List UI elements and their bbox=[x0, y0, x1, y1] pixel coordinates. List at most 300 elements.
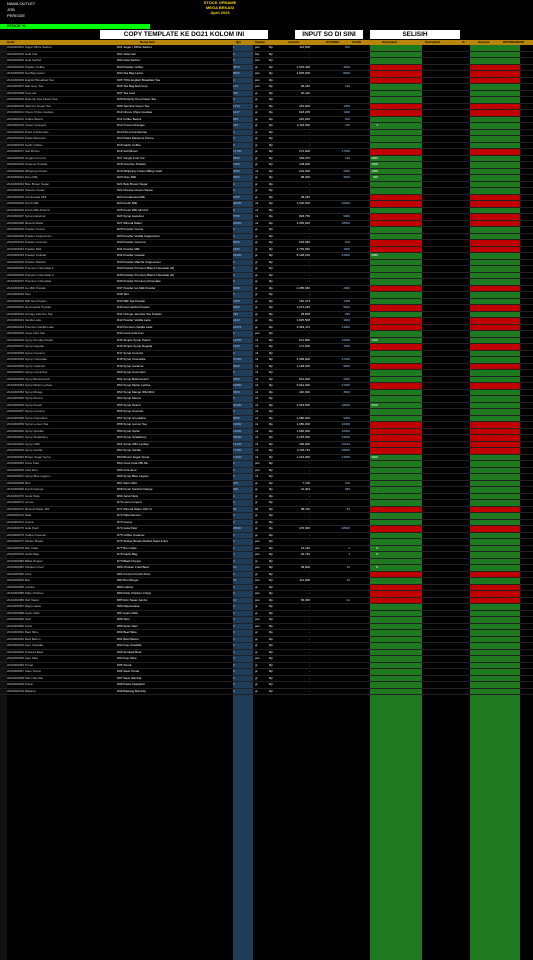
copy-template-banner: COPY TEMPLATE KE DG21 KOLOM INI bbox=[100, 30, 268, 39]
cell-unit: gr bbox=[255, 279, 258, 283]
cell-input-so[interactable]: 10000 bbox=[341, 422, 350, 426]
cell-input-so-good[interactable]: 2825 bbox=[371, 155, 378, 160]
cell-input-so[interactable]: 5600 bbox=[343, 305, 350, 309]
cell-amount: 98,700 bbox=[300, 506, 310, 511]
cell-name: D09 Jasmine Green Tea bbox=[117, 103, 150, 108]
cell-unit: gr bbox=[255, 493, 258, 498]
cell-code: 20A0000081 Chicken Fried bbox=[7, 565, 44, 569]
col-amount: Amount bbox=[288, 40, 300, 44]
cell-name: D78 Garlic Bag bbox=[117, 552, 138, 556]
cell-input-so[interactable]: 28000 bbox=[341, 526, 350, 530]
cell-qty: 2000 bbox=[233, 376, 240, 381]
cell-unit: ml bbox=[255, 207, 259, 212]
cell-amount: 618,205 bbox=[299, 110, 310, 114]
selisih-negative-cell bbox=[370, 572, 422, 578]
cell-name: D40 Genmaicha Powder bbox=[117, 305, 150, 309]
cell-code: 20A0000059 Syrup Lemon Tea bbox=[7, 422, 49, 426]
cell-qty: 20 bbox=[233, 578, 237, 582]
cell-name: D67 Daun Mint bbox=[117, 480, 138, 485]
cell-name: D22 Cheese Cream Sauce bbox=[117, 188, 153, 192]
cell-amount: - bbox=[309, 461, 310, 465]
currency-label: Rp bbox=[269, 64, 273, 69]
currency-label: Rp bbox=[269, 58, 273, 62]
cell-code: 20A0000005 Tea Bag Lipton bbox=[7, 71, 45, 75]
cell-code: 20A0000082 Fries bbox=[7, 571, 32, 576]
cell-qty: 51800 bbox=[233, 383, 242, 387]
cell-unit: gr bbox=[255, 513, 258, 517]
cell-input-so[interactable]: 120 bbox=[344, 155, 350, 160]
data-rows bbox=[0, 45, 533, 695]
cell-amount: - bbox=[309, 623, 310, 628]
currency-label: Rp bbox=[269, 350, 273, 355]
cell-qty: 0 bbox=[233, 558, 235, 563]
cell-input-so[interactable]: 1000 bbox=[343, 103, 350, 108]
currency-label: Rp bbox=[269, 311, 273, 316]
cell-amount: - bbox=[309, 233, 310, 238]
cell-input-so[interactable]: 290 bbox=[344, 311, 350, 316]
cell-input-so[interactable]: 40000 bbox=[341, 201, 350, 205]
cell-qty: 0 bbox=[233, 181, 235, 186]
cell-qty: 0 bbox=[233, 409, 235, 413]
cell-unit: pcs bbox=[255, 552, 260, 556]
cell-input-so[interactable]: 12 bbox=[346, 597, 350, 602]
cell-code: 20A0000091 Beef Slice bbox=[7, 630, 39, 634]
cell-code: 20A0000084 Lettuce bbox=[7, 584, 35, 589]
col-unit: Satuan bbox=[255, 40, 266, 44]
cell-unit: ml bbox=[255, 376, 259, 381]
currency-label: Rp bbox=[269, 181, 273, 186]
currency-label: Rp bbox=[269, 103, 273, 108]
cell-unit: gr bbox=[255, 305, 258, 309]
currency-label: Rp bbox=[269, 656, 273, 660]
cell-unit: gr bbox=[255, 662, 258, 667]
cell-qty: 0 bbox=[233, 467, 235, 472]
amount-negative-cell bbox=[470, 104, 520, 110]
currency-label: Rp bbox=[269, 259, 273, 264]
cell-name: D39 Milk Tea Powder bbox=[117, 298, 146, 303]
cell-input-so[interactable]: 27300 bbox=[341, 357, 350, 361]
cell-code: 20A0000033 Powder Cokelat bbox=[7, 253, 47, 257]
cell-qty: 0 bbox=[233, 630, 235, 634]
cell-input-so[interactable]: 3600 bbox=[343, 175, 350, 179]
cell-amount: - bbox=[309, 136, 310, 140]
cell-name: D89 Sosis Sapi bbox=[117, 623, 138, 628]
cell-amount: - bbox=[309, 396, 310, 400]
cell-amount: 171,600 bbox=[299, 344, 310, 348]
cell-amount: - bbox=[309, 409, 310, 413]
currency-label: Rp bbox=[269, 591, 273, 595]
cell-code: 20A0000012 Coffee Beans bbox=[7, 116, 43, 121]
cell-unit: gr bbox=[255, 649, 258, 654]
cell-input-so-good[interactable]: 300 bbox=[372, 175, 378, 179]
cell-unit: ml bbox=[255, 168, 259, 173]
currency-label: Rp bbox=[269, 500, 273, 504]
currency-label: Rp bbox=[269, 285, 273, 290]
cell-amount: 1,825,508 bbox=[296, 318, 310, 322]
cell-input-so[interactable]: 4 bbox=[348, 552, 350, 556]
cell-unit: pcs bbox=[255, 467, 260, 472]
cell-name: D28 Powder Cocoa bbox=[117, 227, 144, 231]
cell-name: D48 Syrup Chocolate bbox=[117, 357, 146, 361]
cell-input-so[interactable]: 9000 bbox=[343, 415, 350, 420]
currency-label: Rp bbox=[269, 636, 273, 641]
report-title bbox=[175, 0, 265, 15]
cell-code: 20A0000030 Powder Cappuccino bbox=[7, 233, 52, 238]
amount-negative-cell bbox=[470, 325, 520, 331]
cell-name: D46 Simple Syrup Regular bbox=[117, 344, 153, 348]
currency-label: Rp bbox=[269, 305, 273, 309]
cell-amount: 3,015,500 bbox=[296, 402, 310, 407]
currency-label: Rp bbox=[269, 110, 273, 114]
currency-label: Rp bbox=[269, 526, 273, 530]
cell-amount: 240,000 bbox=[299, 116, 310, 121]
cell-unit: pcs bbox=[255, 77, 260, 82]
cell-input-so[interactable]: 600 bbox=[344, 116, 350, 121]
cell-qty: 1095 bbox=[233, 194, 240, 199]
cell-code: 20A0000083 Bun bbox=[7, 578, 31, 582]
currency-label: Rp bbox=[269, 149, 273, 153]
currency-label: Rp bbox=[269, 77, 273, 82]
cell-amount: 20,410 bbox=[300, 90, 310, 95]
cell-code: 20A0000015 Pasta Macaroni bbox=[7, 136, 46, 140]
cell-name: D59 Syrup Sprite bbox=[117, 428, 140, 433]
cell-input-so-good[interactable]: 1000 bbox=[371, 162, 378, 166]
cell-unit: gr bbox=[255, 162, 258, 166]
cell-amount: 544,000 bbox=[299, 376, 310, 381]
cell-name: D83 Lettuce bbox=[117, 584, 134, 589]
currency-label: Rp bbox=[269, 461, 273, 465]
cell-unit: gr bbox=[255, 188, 258, 192]
selisih-negative-cell bbox=[370, 240, 422, 246]
cell-unit: gr bbox=[255, 175, 258, 179]
selisih-negative-cell bbox=[370, 104, 422, 110]
cell-input-so[interactable]: 10120 bbox=[341, 441, 350, 446]
cell-code: 20A0000053 Syrup Melon Lychee bbox=[7, 383, 53, 387]
currency-label: Rp bbox=[269, 643, 273, 647]
cell-input-so-good[interactable]: - bbox=[377, 487, 378, 491]
cell-input-so-good[interactable]: 8 bbox=[376, 552, 378, 556]
cell-input-so[interactable]: 2000 bbox=[343, 376, 350, 381]
cell-input-so[interactable]: 31800 bbox=[341, 253, 350, 257]
selisih-negative-cell bbox=[370, 195, 422, 201]
cell-unit: ml bbox=[255, 415, 259, 420]
cell-unit: gr bbox=[255, 532, 258, 537]
cell-unit: gr bbox=[255, 64, 258, 69]
cell-name: D01 Sugar / White Sachet bbox=[117, 45, 152, 49]
cell-name: D57 Syrup Grenadine bbox=[117, 415, 147, 420]
selisih-negative-cell bbox=[370, 325, 422, 331]
cell-unit: pcs bbox=[255, 656, 260, 660]
cell-unit: gr bbox=[255, 636, 258, 641]
cell-qty: 9000 bbox=[233, 363, 240, 368]
cell-amount: 184,070 bbox=[299, 155, 310, 160]
currency-label: Rp bbox=[269, 604, 273, 608]
cell-input-so[interactable]: 2 bbox=[348, 545, 350, 550]
cell-amount: - bbox=[309, 474, 310, 478]
cell-amount: - bbox=[309, 181, 310, 186]
selisih-negative-cell bbox=[370, 526, 422, 532]
cell-code: 20A0000002 Gula Cair bbox=[7, 51, 38, 56]
cell-name: D97 Saus Sambal bbox=[117, 675, 142, 680]
currency-label: Rp bbox=[269, 669, 273, 673]
selisih-negative-cell bbox=[370, 149, 422, 155]
cell-input-so[interactable]: 690 bbox=[344, 487, 350, 491]
cell-input-so[interactable]: 10 bbox=[346, 565, 350, 569]
cell-input-so[interactable]: 10000 bbox=[341, 428, 350, 433]
header-label: NAMA OUTLET bbox=[7, 1, 36, 6]
cell-input-so-good[interactable]: 1200 bbox=[371, 337, 378, 342]
cell-code: 20A0000003 Gula Sachet bbox=[7, 58, 42, 62]
cell-name: D94 Keju Slice bbox=[117, 656, 137, 660]
cell-name: D62 Syrup Vanilla bbox=[117, 448, 141, 452]
cell-input-so[interactable]: 4000 bbox=[343, 64, 350, 69]
cell-amount: 618,550 bbox=[299, 240, 310, 244]
cell-qty: 0 bbox=[233, 207, 235, 212]
currency-label: Rp bbox=[269, 84, 273, 88]
currency-label: Rp bbox=[269, 597, 273, 602]
cell-input-so[interactable]: 18000 bbox=[341, 402, 350, 407]
cell-input-so[interactable]: 500 bbox=[344, 45, 350, 49]
cell-input-so[interactable]: 500 bbox=[344, 240, 350, 244]
currency-label: Rp bbox=[269, 233, 273, 238]
currency-label: Rp bbox=[269, 441, 273, 446]
cell-unit: ml bbox=[255, 337, 259, 342]
cell-unit: ml bbox=[255, 474, 259, 478]
cell-qty: 0 bbox=[233, 636, 235, 641]
title-line: MEGA BEKASI bbox=[205, 5, 235, 10]
cell-input-so[interactable]: 8000 bbox=[343, 71, 350, 75]
currency-label: Rp bbox=[269, 422, 273, 426]
cell-amount: 2,285,660 bbox=[296, 285, 310, 290]
cell-unit: gr bbox=[255, 142, 258, 147]
cell-code: 20A0000043 Vanilla Latte bbox=[7, 318, 42, 322]
cell-code: 20A0000011 Choco Chips Cookies bbox=[7, 110, 54, 114]
cell-code: 20A0000010 Jasmine Green Tea bbox=[7, 103, 51, 108]
cell-name: D17 Jungle Fruit Cut bbox=[117, 155, 145, 160]
cell-code: 20A0000060 Syrup Sparkle bbox=[7, 428, 44, 433]
cell-name: D71 Mineral Water 330 ml bbox=[117, 506, 152, 511]
cell-name: D36 Powder Premium Chocolate bbox=[117, 279, 161, 283]
table-row[interactable] bbox=[0, 689, 533, 696]
sheet-header bbox=[0, 0, 533, 33]
cell-qty: 0 bbox=[233, 669, 235, 673]
currency-label: Rp bbox=[269, 370, 273, 374]
cell-unit: ml bbox=[255, 220, 259, 225]
cell-qty: 4 bbox=[233, 552, 235, 556]
currency-label: Rp bbox=[269, 136, 273, 140]
cell-name: D93 Smoked Beef bbox=[117, 649, 142, 654]
cell-name: D02 Gula Sachet bbox=[117, 58, 140, 62]
cell-code: 20A0000017 Soft Brown bbox=[7, 149, 40, 153]
amount-negative-cell bbox=[470, 305, 520, 311]
cell-input-so[interactable]: 23000 bbox=[341, 435, 350, 439]
cell-unit: gr bbox=[255, 298, 258, 303]
cell-unit: gr bbox=[255, 571, 258, 576]
cell-name: D60 Syrup Strawberry bbox=[117, 435, 147, 439]
amount-negative-cell bbox=[470, 318, 520, 324]
cell-unit: gr bbox=[255, 610, 258, 615]
cell-amount: - bbox=[309, 227, 310, 231]
cell-amount: - bbox=[309, 610, 310, 615]
cell-name: D19 Whipping Cream Milkys Gold bbox=[117, 168, 163, 173]
cell-amount: - bbox=[309, 350, 310, 355]
cell-code: 20A0000071 Lemon bbox=[7, 500, 35, 504]
cell-unit: gr bbox=[255, 136, 258, 140]
cell-name: D96 Saus Tomat bbox=[117, 669, 140, 673]
cell-input-so-good[interactable]: 4560 bbox=[371, 253, 378, 257]
cell-code: 20A0000056 Syrup Peach bbox=[7, 402, 43, 407]
cell-input-so-good[interactable]: 8 bbox=[376, 545, 378, 550]
cell-qty: 17000 bbox=[233, 454, 242, 459]
cell-name: D58 Syrup Lemon Tea bbox=[117, 422, 147, 426]
cell-code: 20A0000057 Syrup Coconut bbox=[7, 409, 45, 413]
cell-name: D88 Telor bbox=[117, 617, 130, 621]
selisih-negative-cell bbox=[370, 221, 422, 227]
col-ket: KETERANGAN bbox=[503, 40, 525, 44]
cell-qty: 0 bbox=[233, 682, 235, 686]
cell-input-so[interactable]: 5000 bbox=[343, 214, 350, 218]
currency-label: Rp bbox=[269, 357, 273, 361]
cell-unit: gr bbox=[255, 519, 258, 524]
cell-amount: - bbox=[309, 604, 310, 608]
cell-amount: 466,900 bbox=[299, 441, 310, 446]
currency-label: Rp bbox=[269, 630, 273, 634]
amount-negative-cell bbox=[470, 344, 520, 350]
cell-unit: ml bbox=[255, 344, 259, 348]
cell-input-so[interactable]: 12000 bbox=[341, 337, 350, 342]
cell-amount: 1,080,000 bbox=[296, 422, 310, 426]
cell-input-so[interactable]: 14000 bbox=[341, 454, 350, 459]
cell-name: D35 Powder Premium Blend Chocolate (D) bbox=[117, 272, 175, 277]
currency-label: Rp bbox=[269, 688, 273, 693]
cell-amount: - bbox=[309, 259, 310, 264]
cell-unit: gr bbox=[255, 246, 258, 251]
cell-unit: gr bbox=[255, 311, 258, 316]
cell-amount: - bbox=[309, 643, 310, 647]
currency-label: Rp bbox=[269, 324, 273, 329]
amount-negative-cell bbox=[470, 442, 520, 448]
cell-input-so[interactable]: 2000 bbox=[343, 168, 350, 173]
cell-amount: - bbox=[309, 656, 310, 660]
cell-input-so[interactable]: 28640 bbox=[341, 448, 350, 452]
amount-negative-cell bbox=[470, 71, 520, 77]
currency-label: Rp bbox=[269, 123, 273, 127]
currency-label: Rp bbox=[269, 454, 273, 459]
cell-input-so[interactable]: 1500 bbox=[343, 246, 350, 251]
cell-amount: - bbox=[309, 97, 310, 101]
selisih-negative-cell bbox=[370, 591, 422, 597]
currency-label: Rp bbox=[269, 383, 273, 387]
currency-label: Rp bbox=[269, 272, 273, 277]
currency-label: Rp bbox=[269, 448, 273, 452]
cell-qty: 9998 bbox=[233, 285, 240, 290]
cell-input-so-good[interactable]: 4 bbox=[376, 123, 378, 127]
cell-input-so[interactable]: 27000 bbox=[341, 383, 350, 387]
currency-label: Rp bbox=[269, 578, 273, 582]
amount-negative-cell bbox=[470, 78, 520, 84]
selisih-negative-cell bbox=[370, 422, 422, 428]
cell-input-so[interactable]: 17000 bbox=[341, 149, 350, 153]
cell-name: D98 Pasta Spaghetti bbox=[117, 682, 145, 686]
cell-input-so-good[interactable]: 3000 bbox=[371, 454, 378, 459]
cell-code: 20A0000072 Mineral Water 330 bbox=[7, 506, 50, 511]
cell-qty: 17480 bbox=[233, 448, 242, 452]
cell-unit: gr bbox=[255, 129, 258, 134]
cell-input-so[interactable]: 220 bbox=[344, 123, 350, 127]
cell-input-so[interactable]: 2000 bbox=[343, 285, 350, 290]
cell-input-so[interactable]: 18500 bbox=[341, 220, 350, 225]
cell-input-so[interactable]: 1308 bbox=[343, 298, 350, 303]
cell-amount: 3,393,472 bbox=[296, 324, 310, 329]
cell-input-so[interactable]: 11000 bbox=[341, 324, 350, 329]
cell-amount: - bbox=[309, 662, 310, 667]
cell-qty: 0 bbox=[233, 279, 235, 283]
cell-name: D05 TWG English Breakfast Tea bbox=[117, 77, 161, 82]
cell-qty: 28000 bbox=[233, 526, 242, 530]
cell-qty: 13140 bbox=[233, 441, 242, 446]
cell-input-so[interactable]: 20 bbox=[346, 578, 350, 582]
cell-unit: gr bbox=[255, 103, 258, 108]
cell-code: 20A0000014 Dried Cranberries bbox=[7, 129, 49, 134]
amount-negative-cell bbox=[470, 572, 520, 578]
cell-code: 20A0000086 Roti Tawar bbox=[7, 597, 39, 602]
currency-label: Rp bbox=[269, 279, 273, 283]
cell-unit: pcs bbox=[255, 591, 260, 595]
cell-input-so[interactable]: 1000 bbox=[343, 344, 350, 348]
cell-input-so[interactable]: 83 bbox=[346, 506, 350, 511]
cell-name: D77 Bon Cabe bbox=[117, 545, 137, 550]
cell-name: D72 Nata Decoco bbox=[117, 513, 141, 517]
currency-label: Rp bbox=[269, 266, 273, 270]
cell-input-so[interactable]: 120 bbox=[344, 84, 350, 88]
cell-amount: - bbox=[309, 669, 310, 673]
cell-amount: - bbox=[309, 188, 310, 192]
cell-amount: 1,148,000 bbox=[296, 363, 310, 368]
selisih-negative-cell bbox=[370, 344, 422, 350]
currency-label: Rp bbox=[269, 220, 273, 225]
cell-unit: ml bbox=[255, 357, 259, 361]
currency-label: Rp bbox=[269, 240, 273, 244]
cell-unit: ml bbox=[255, 389, 259, 394]
cell-name: D15 Garlic Coffee bbox=[117, 142, 141, 147]
cell-input-so-good[interactable]: 8 bbox=[376, 565, 378, 569]
currency-label: Rp bbox=[269, 675, 273, 680]
cell-input-so-good[interactable]: 1000 bbox=[371, 168, 378, 173]
cell-code: 20A0000087 Mayonnaise bbox=[7, 604, 42, 608]
cell-unit: pcs bbox=[255, 565, 260, 569]
cell-qty: 0 bbox=[233, 610, 235, 615]
cell-name: D44 Coca Cola Can bbox=[117, 331, 144, 335]
cell-unit: btl bbox=[255, 506, 259, 511]
cell-input-so[interactable]: 9000 bbox=[343, 363, 350, 368]
cell-qty: 10000 bbox=[233, 422, 242, 426]
currency-label: Rp bbox=[269, 201, 273, 205]
cell-unit: gr bbox=[255, 194, 258, 199]
cell-qty: 6900 bbox=[233, 305, 240, 309]
amount-negative-cell bbox=[470, 286, 520, 292]
cell-input-so[interactable]: 100 bbox=[344, 480, 350, 485]
cell-amount: - bbox=[309, 207, 310, 212]
cell-input-so[interactable]: 4500 bbox=[343, 389, 350, 394]
cell-input-so-good[interactable]: 3100 bbox=[371, 402, 378, 407]
col-sel2: Overstand bbox=[425, 40, 440, 44]
cell-input-so[interactable]: 3900 bbox=[343, 318, 350, 322]
col-in2: GOOD bbox=[352, 40, 362, 44]
cell-name: D20 Oreo Milk bbox=[117, 175, 137, 179]
cell-name: D43 Premium Vanilla Latte bbox=[117, 324, 153, 329]
cell-input-so[interactable]: 1000 bbox=[343, 110, 350, 114]
cell-unit: gr bbox=[255, 110, 258, 114]
